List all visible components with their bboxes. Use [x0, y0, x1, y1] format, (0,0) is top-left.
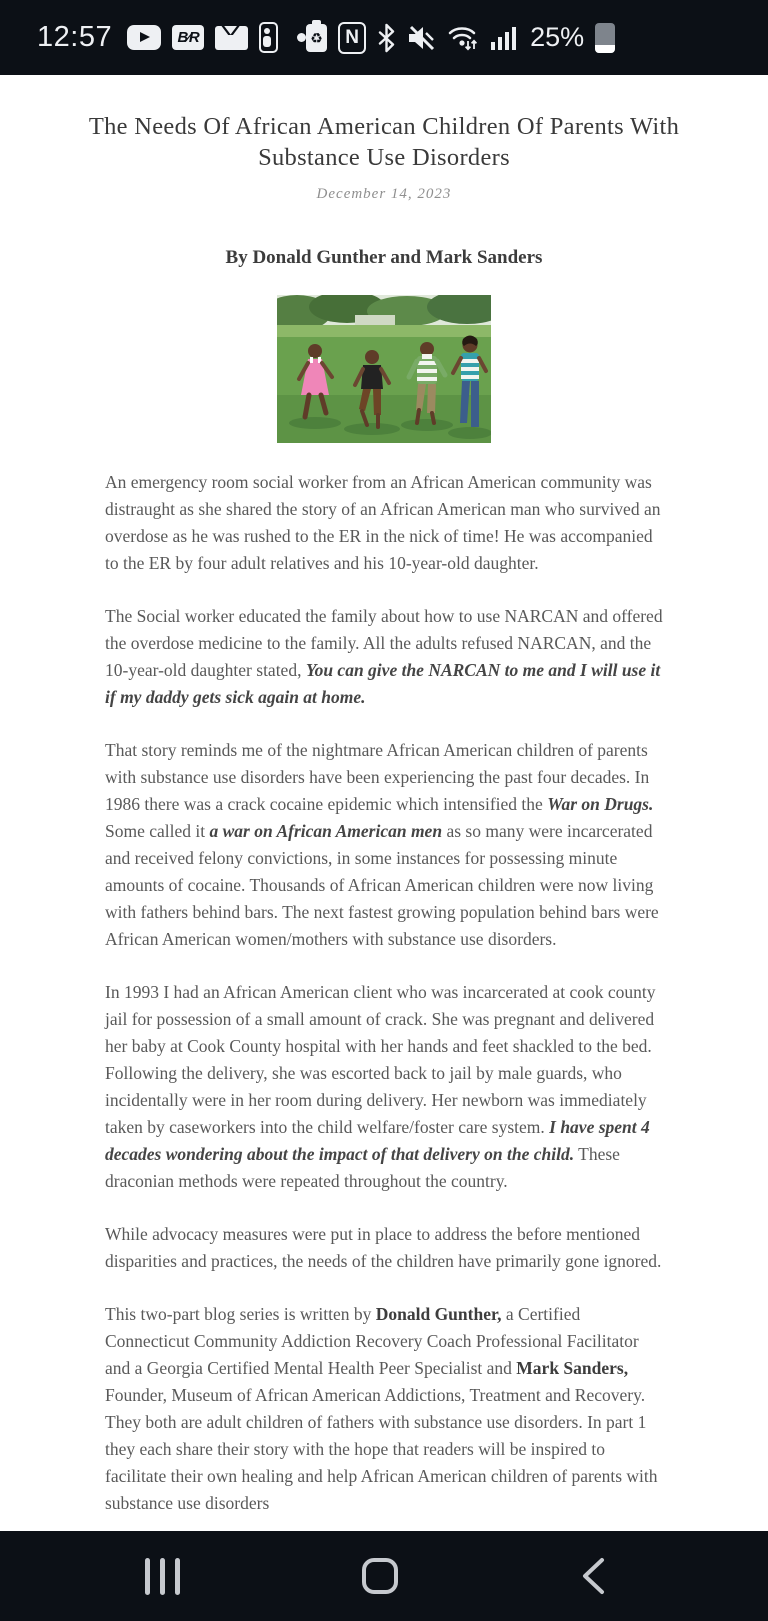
- youtube-notification-icon: [127, 25, 161, 50]
- notification-dot-icon: [297, 33, 306, 42]
- status-bar-left: [37, 21, 306, 54]
- signal-strength-icon: [491, 24, 517, 52]
- nfc-icon: N: [338, 22, 366, 54]
- back-button[interactable]: [580, 1556, 606, 1596]
- android-nav-bar: [0, 1531, 768, 1621]
- status-bar: [0, 0, 768, 75]
- article-byline: By Donald Gunther and Mark Sanders: [225, 247, 543, 268]
- paragraph: While advocacy measures were put in place to address the before mentioned disparities and practices, the needs of the children have primarily gone ignored.: [105, 1224, 662, 1271]
- mute-icon: [407, 24, 436, 52]
- paragraph: The Social worker educated the family about how to use NARCAN and offered the overdose medicine to the family. All the adults refused NARCAN, and the 10-year-old daughter stated, You can give the NARCAN to me and I will use it if my daddy gets sick again at home.: [105, 606, 663, 707]
- wifi-icon: [447, 23, 480, 52]
- article-page[interactable]: [0, 75, 768, 1621]
- recents-button[interactable]: [145, 1558, 180, 1595]
- bleacher-report-notification-icon: B⁄R: [172, 25, 204, 50]
- bluetooth-icon: [377, 23, 396, 53]
- status-bar-right: [306, 22, 615, 54]
- article-title: The Needs Of African American Children Of Parents With Substance Use Disorders: [88, 113, 680, 171]
- clock: 12:57: [37, 21, 113, 53]
- paragraph: In 1993 I had an African American client who was incarcerated at cook county jail for possession of a small amount of crack. She was pregnant and delivered her baby at Cook County hospital with her hands and feet shackled to the bed. Following the delivery, she was escorted back to jail by male guards, who incidentally were in her room during delivery. Her newborn was immediately taken by caseworkers into the child welfare/foster care system. I have spent 4 decades wondering about the impact of that delivery on the child. These draconian methods were repeated throughout the country.: [105, 982, 656, 1191]
- battery-icon: [595, 23, 615, 53]
- article-body: [105, 469, 663, 1517]
- paragraph: This two-part blog series is written by Donald Gunther, a Certified Connecticut Community Addiction Recovery Coach Professional Facilitator and a Georgia Certified Mental Health Peer Specialist and Mark Sanders, Founder, Museum of African American Addictions, Treatment and Recovery. They both are adult children of fathers with substance use disorders. In part 1 they each share their story with the hope that readers will be inspired to facilitate their own healing and help African American children of parents with substance use disorders: [105, 1304, 658, 1513]
- hero-image: [277, 295, 491, 443]
- battery-percent: 25%: [530, 22, 585, 52]
- paragraph: An emergency room social worker from an African American community was distraught as she shared the story of an African American man who survived an overdose as he was rushed to the ER in the nick of time! He was accompanied to the ER by four adult relatives and his 10-year-old daughter.: [105, 472, 661, 573]
- back-icon: [580, 1556, 606, 1596]
- paragraph: That story reminds me of the nightmare African American children of parents with substance use disorders have been experiencing the past four decades. In 1986 there was a crack cocaine epidemic which intensified the War on Drugs. Some called it a war on African American men as so many were incarcerated and received felony convictions, in some instances for possessing minute amounts of cocaine. Thousands of African American children were now living with fathers behind bars. The next fastest growing population behind bars were African American women/mothers with substance use disorders.: [105, 740, 659, 949]
- article-date: December 14, 2023: [316, 186, 452, 202]
- email-notification-icon: [215, 26, 248, 50]
- recents-icon: [145, 1558, 180, 1595]
- nba-notification-icon: [259, 22, 278, 53]
- home-button[interactable]: [362, 1558, 398, 1594]
- battery-saver-icon: ♻: [306, 24, 327, 52]
- home-icon: [362, 1558, 398, 1594]
